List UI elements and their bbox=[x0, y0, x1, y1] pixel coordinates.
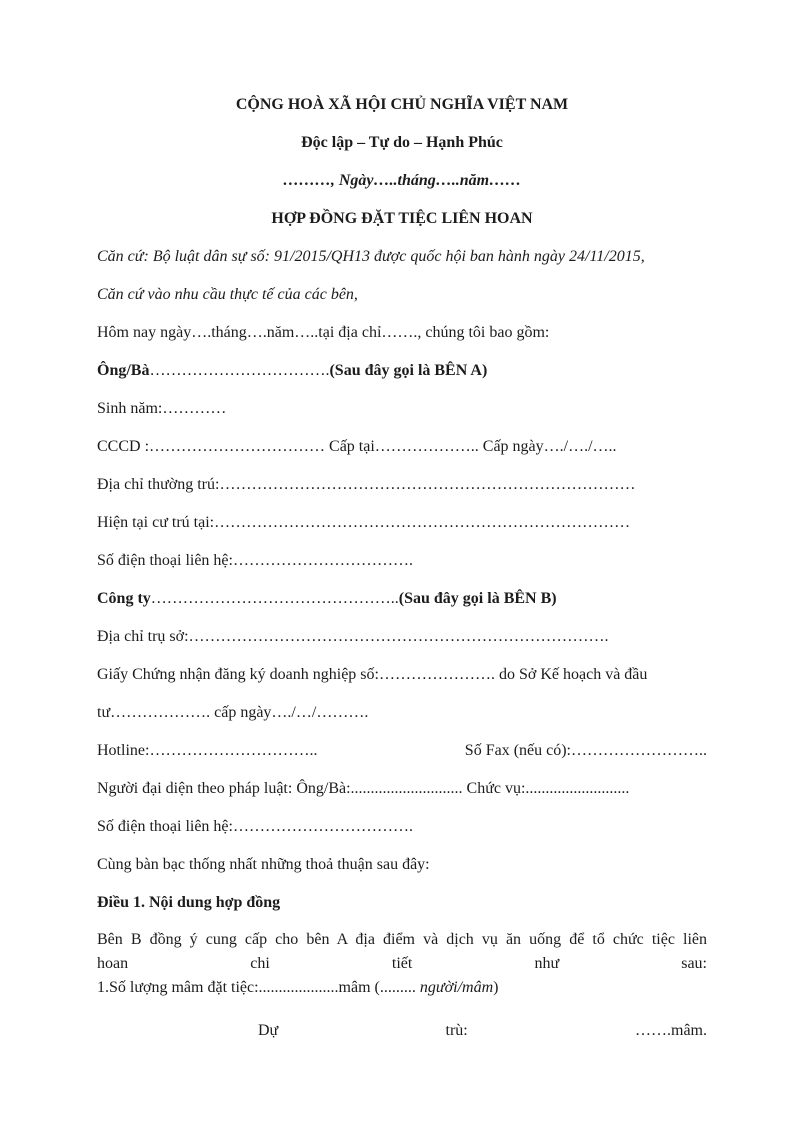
quantity-close-paren: ) bbox=[493, 979, 499, 996]
opening-line: Hôm nay ngày….tháng….năm…..tại địa chỉ……., chúng tôi bao gồm: bbox=[97, 324, 550, 341]
article-1-body bbox=[97, 928, 707, 1000]
national-title: CỘNG HOÀ XÃ HỘI CHỦ NGHĨA VIỆT NAM bbox=[235, 96, 569, 113]
party-a-id-line: CCCD :…………………………… Cấp tại……………….. Cấp ngày…./…./….. bbox=[97, 438, 617, 455]
article-1-body-line-1: Bên B đồng ý cung cấp cho bên A địa điểm và dịch vụ ăn uống để tổ chức tiệc liên bbox=[97, 931, 707, 948]
agreement-intro-line: Cùng bàn bạc thống nhất những thoả thuận sau đây: bbox=[97, 856, 430, 873]
party-b-company-blank: ……………………………………….. bbox=[150, 590, 399, 607]
party-b-designation: (Sau đây gọi là BÊN B) bbox=[398, 590, 557, 607]
party-a-name-blank: ……………………………. bbox=[149, 362, 330, 379]
article-1-heading: Điều 1. Nội dung hợp đồng bbox=[97, 894, 281, 911]
party-b-phone-line: Số điện thoại liên hệ:……………………………. bbox=[97, 818, 413, 835]
party-a-designation: (Sau đây gọi là BÊN A) bbox=[329, 362, 488, 379]
practical-basis-line: Căn cứ vào nhu cầu thực tế của các bên, bbox=[97, 286, 358, 303]
party-b-hotline-fax-line bbox=[97, 738, 707, 763]
quantity-text: 1.Số lượng mâm đặt tiệc:....................mâm (......... bbox=[97, 979, 416, 996]
party-a-permanent-address-line: Địa chỉ thường trú:…………………………………………………………………… bbox=[97, 476, 636, 493]
estimate-line: Dự trù: …….mâm. bbox=[258, 1022, 707, 1039]
fax-field: Số Fax (nếu có):…………………….. bbox=[464, 742, 707, 759]
party-b-company-line bbox=[97, 586, 707, 611]
party-a-phone-line: Số điện thoại liên hệ:……………………………. bbox=[97, 552, 413, 569]
article-1-body-line-2: hoan chi tiết như sau: bbox=[97, 955, 707, 972]
article-1-quantity-line bbox=[97, 976, 707, 1000]
party-a-label: Ông/Bà bbox=[97, 362, 150, 379]
party-b-office-address-line: Địa chỉ trụ sở:……………………………………………………………………. bbox=[97, 628, 609, 645]
national-motto: Độc lập – Tự do – Hạnh Phúc bbox=[301, 134, 503, 151]
party-a-name-line bbox=[97, 358, 707, 383]
contract-title: HỢP ĐỒNG ĐẶT TIỆC LIÊN HOAN bbox=[271, 210, 533, 227]
party-b-representative-line: Người đại diện theo pháp luật: Ông/Bà:............................ Chức vụ:.......................... bbox=[97, 780, 630, 797]
date-line: ………, Ngày…..tháng…..năm…… bbox=[282, 172, 522, 189]
legal-basis-line: Căn cứ: Bộ luật dân sự số: 91/2015/QH13 được quốc hội ban hành ngày 24/11/2015, bbox=[97, 248, 645, 265]
quantity-unit-italic: người/mâm bbox=[415, 979, 494, 996]
party-a-birth-line: Sinh năm:………… bbox=[97, 400, 227, 417]
hotline-field: Hotline:………………………….. bbox=[97, 742, 318, 759]
party-b-label: Công ty bbox=[97, 590, 151, 607]
party-a-current-address-line: Hiện tại cư trú tại:…………………………………………………………………… bbox=[97, 514, 631, 531]
party-b-registration-line-1: Giấy Chứng nhận đăng ký doanh nghiệp số:…………………. do Sở Kế hoạch và đầu bbox=[97, 666, 648, 683]
party-b-registration-line-2: tư………………. cấp ngày…./…/………. bbox=[97, 704, 369, 721]
party-b-registration-paragraph bbox=[97, 662, 707, 725]
